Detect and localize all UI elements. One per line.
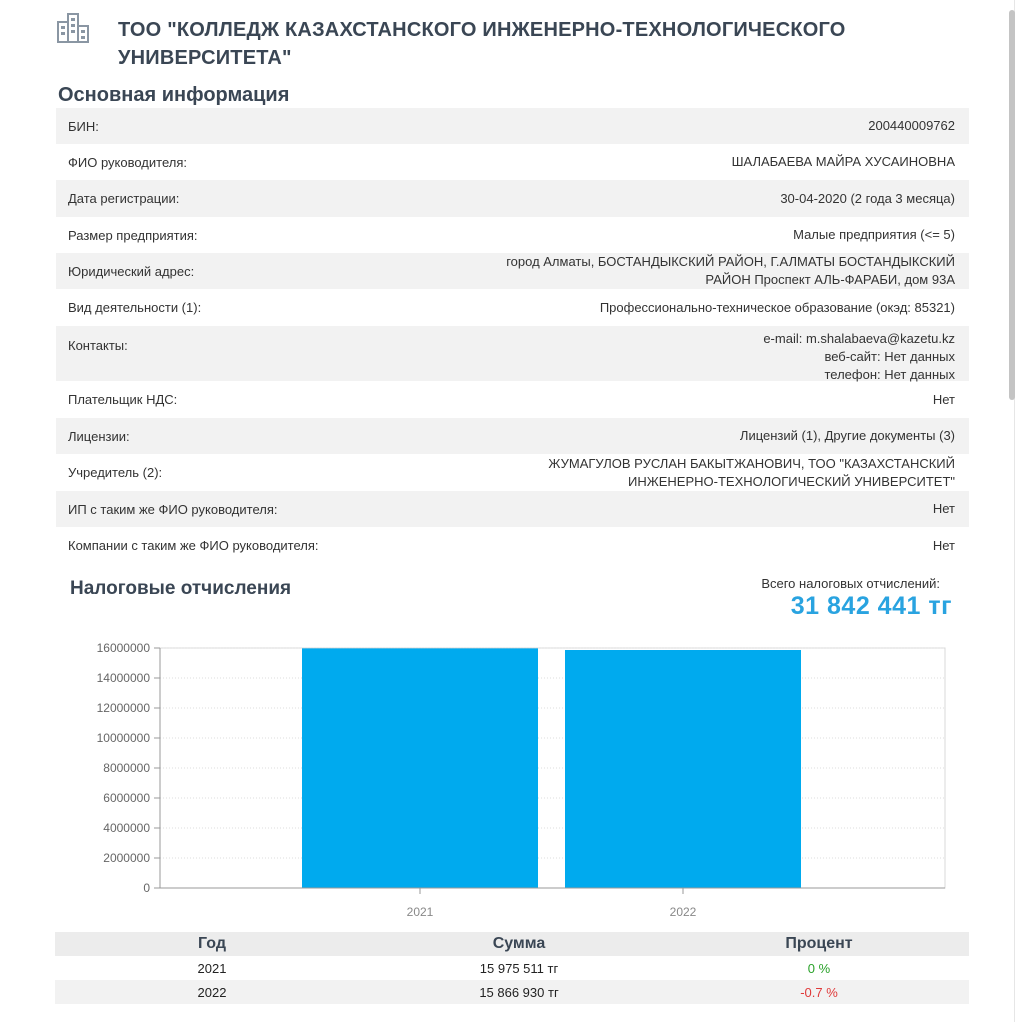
info-row-value-line: РАЙОН Проспект АЛЬ-ФАРАБИ, дом 93А (705, 272, 955, 287)
info-row-label: Вид деятельности (1): (68, 300, 202, 315)
main-info-title: Основная информация (58, 84, 290, 106)
info-row (56, 454, 969, 491)
info-row (56, 253, 969, 289)
info-row-value-line: Нет (932, 391, 955, 407)
info-row-value-line: Лицензий (1), Другие документы (3) (739, 428, 955, 443)
info-row (56, 418, 969, 454)
info-row-value-line: e-mail: m.shalabaeva@kazetu.kz (763, 331, 955, 346)
info-row-label: БИН: (68, 118, 99, 134)
info-row-value-line: Профессионально-техническое образование (окэд: 85321) (599, 299, 955, 315)
table-row (55, 956, 969, 980)
table-header-cell: Процент (785, 935, 853, 952)
info-row-value-line: ИНЖЕНЕРНО-ТЕХНОЛОГИЧЕСКИЙ УНИВЕРСИТЕТ" (628, 473, 955, 489)
info-row-value-line: 200440009762 (868, 118, 955, 133)
info-row-value (780, 190, 955, 208)
bar (302, 648, 538, 888)
info-row-value (793, 226, 955, 244)
y-tick-label: 0 (143, 881, 150, 895)
info-row-label: Контакты: (68, 338, 128, 353)
scrollbar-thumb[interactable] (1009, 10, 1015, 400)
vertical-scrollbar[interactable] (1008, 0, 1016, 400)
info-row-value (933, 537, 955, 555)
main-info-table (56, 108, 969, 564)
info-row (56, 527, 969, 564)
info-row-value (548, 455, 955, 491)
y-tick-label: 2000000 (103, 851, 150, 865)
table-cell: -0.7 % (800, 984, 838, 1000)
info-row-label: Размер предприятия: (68, 227, 198, 243)
table-cell: 15 866 930 тг (479, 984, 559, 1000)
info-row-value-line: ШАЛАБАЕВА МАЙРА ХУСАИНОВНА (731, 154, 955, 169)
y-tick-label: 12000000 (96, 701, 150, 715)
info-row (56, 289, 969, 326)
y-tick-label: 14000000 (96, 671, 150, 685)
table-cell: 2021 (197, 960, 227, 976)
info-row-value-line: город Алматы, БОСТАНДЫКСКИЙ РАЙОН, Г.АЛМАТЫ БОСТАНДЫКСКИЙ (506, 254, 955, 269)
info-row (56, 180, 969, 217)
company-title: ТОО "КОЛЛЕДЖ КАЗАХСТАНСКОГО ИНЖЕНЕРНО-ТЕХНОЛОГИЧЕСКОГО УНИВЕРСИТЕТА" (118, 19, 846, 69)
y-tick-label: 4000000 (103, 821, 150, 835)
info-row-value (506, 253, 955, 289)
table-header-cell: Сумма (492, 935, 546, 952)
y-tick-label: 10000000 (96, 731, 150, 745)
info-row-label: Плательщик НДС: (68, 392, 178, 407)
info-row-value-line: 30-04-2020 (2 года 3 месяца) (780, 190, 955, 206)
info-row-value-line: Малые предприятия (<= 5) (793, 227, 955, 242)
info-row (56, 108, 969, 144)
info-row-value (740, 427, 955, 445)
info-row-label: ФИО руководителя: (68, 154, 187, 170)
info-row-value (732, 153, 955, 171)
info-row (56, 217, 969, 253)
info-row-label: Юридический адрес: (68, 263, 195, 279)
info-row-value (868, 117, 955, 135)
x-tick-label: 2022 (669, 905, 697, 919)
info-row-label: Компании с таким же ФИО руководителя: (68, 538, 319, 553)
table-cell: 15 975 511 тг (479, 960, 559, 976)
info-row-label: Учредитель (2): (68, 465, 163, 480)
table-cell: 2022 (197, 984, 227, 1000)
info-row-value-line: Нет (932, 501, 955, 516)
info-row (56, 491, 969, 527)
taxes-total-label: Всего налоговых отчислений: (761, 576, 940, 591)
y-tick-label: 16000000 (96, 641, 150, 655)
table-header-cell: Год (198, 935, 226, 952)
info-row-value (933, 391, 955, 409)
info-row (56, 381, 969, 418)
info-row-value-line: телефон: Нет данных (824, 367, 955, 382)
table-cell: 0 % (807, 960, 831, 976)
tax-bar-chart (60, 636, 960, 926)
taxes-total-value: 31 842 441 тг (790, 592, 952, 620)
company-header (52, 12, 972, 72)
info-row-label: Дата регистрации: (68, 191, 180, 206)
table-header-row (55, 932, 969, 956)
info-row (56, 326, 969, 381)
y-tick-label: 6000000 (103, 791, 150, 805)
info-row-value (600, 299, 955, 317)
x-tick-label: 2021 (406, 905, 434, 919)
bar (565, 650, 801, 888)
building-icon (56, 12, 90, 44)
info-row-value (763, 330, 955, 384)
taxes-title: Налоговые отчисления (70, 578, 292, 599)
info-row-label: ИП с таким же ФИО руководителя: (68, 501, 278, 517)
info-row-value-line: Нет (932, 537, 955, 553)
info-row-label: Лицензии: (68, 428, 130, 444)
y-tick-label: 8000000 (103, 761, 150, 775)
info-row-value-line: веб-сайт: Нет данных (824, 349, 955, 364)
info-row (56, 144, 969, 180)
tax-year-table (55, 932, 969, 1004)
info-row-value-line: ЖУМАГУЛОВ РУСЛАН БАКЫТЖАНОВИЧ, ТОО "КАЗАХСТАНСКИЙ (548, 455, 955, 471)
info-row-value (933, 500, 955, 518)
table-row (55, 980, 969, 1004)
